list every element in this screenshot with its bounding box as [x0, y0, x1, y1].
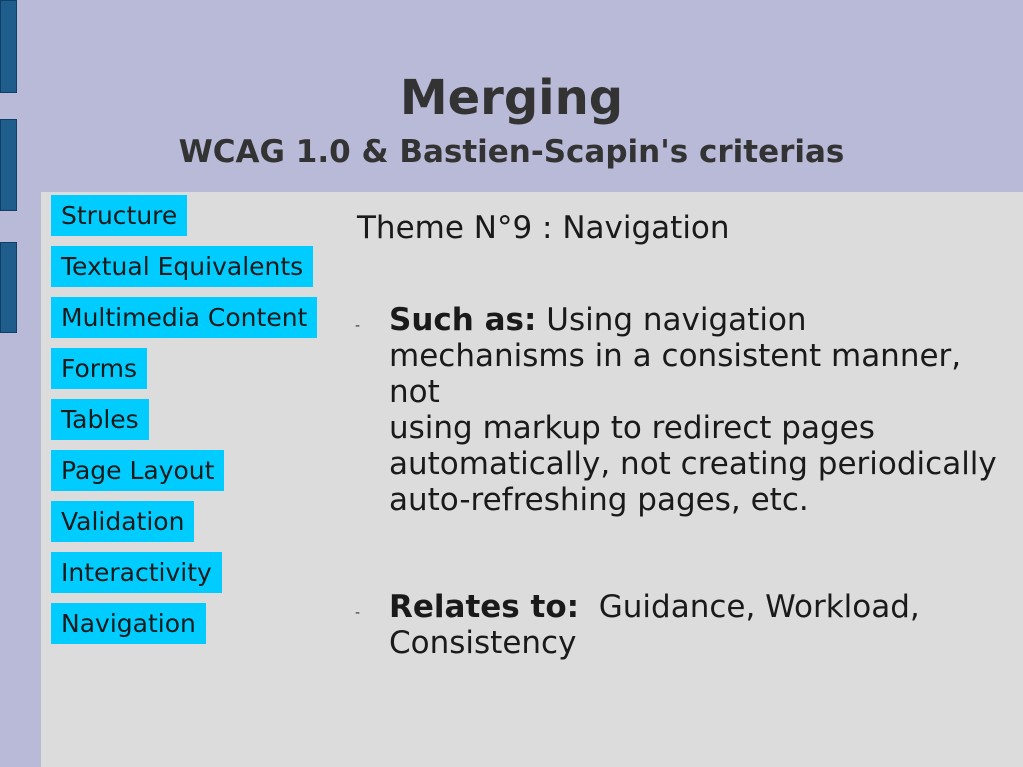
such-as-line-4: using markup to redirect pages — [389, 410, 875, 446]
relates-to-line-1 — [389, 589, 1014, 625]
nav-item-structure[interactable]: Structure — [51, 195, 187, 236]
left-edge-bar-bottom — [0, 242, 17, 333]
such-as-text-1: Using navigation — [536, 302, 807, 338]
nav-item-interactivity[interactable]: Interactivity — [51, 552, 222, 593]
relates-to-label: Relates to: — [389, 589, 580, 625]
such-as-line-1 — [389, 302, 1014, 338]
bullet-marker: - — [355, 318, 361, 334]
relates-to-bullet — [389, 589, 1014, 661]
such-as-line-2: mechanisms in a consistent manner, — [389, 338, 962, 374]
such-as-bullet — [389, 302, 1014, 518]
bullet-marker: - — [355, 605, 361, 621]
nav-item-forms[interactable]: Forms — [51, 348, 147, 389]
nav-item-page-layout[interactable]: Page Layout — [51, 450, 224, 491]
nav-item-textual-equivalents[interactable]: Textual Equivalents — [51, 246, 313, 287]
such-as-line-3: not — [389, 374, 440, 410]
nav-item-validation[interactable]: Validation — [51, 501, 194, 542]
nav-item-tables[interactable]: Tables — [51, 399, 149, 440]
relates-to-text-1: Guidance, Workload, — [579, 589, 920, 625]
slide-title: Merging — [399, 70, 624, 126]
such-as-line-6: auto-refreshing pages, etc. — [389, 482, 809, 518]
relates-to-line-2: Consistency — [389, 625, 577, 661]
such-as-label: Such as: — [389, 302, 537, 338]
nav-item-navigation[interactable]: Navigation — [51, 603, 206, 644]
slide-subtitle: WCAG 1.0 & Bastien-Scapin's criterias — [178, 134, 845, 170]
theme-heading: Theme N°9 : Navigation — [357, 210, 730, 246]
nav-item-multimedia-content[interactable]: Multimedia Content — [51, 297, 317, 338]
such-as-line-5: automatically, not creating periodically — [389, 446, 997, 482]
